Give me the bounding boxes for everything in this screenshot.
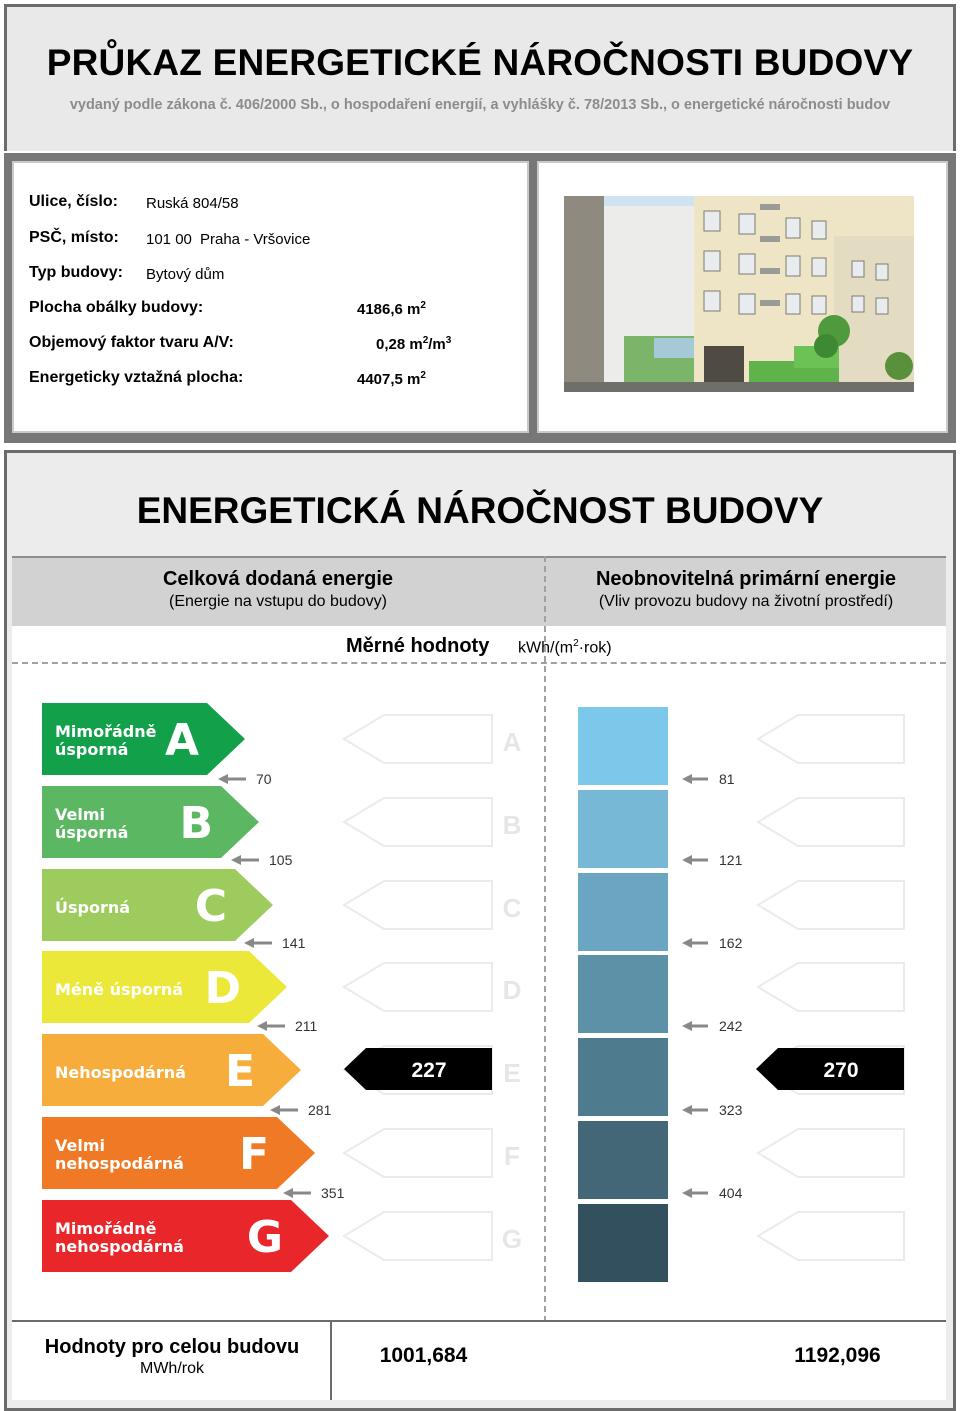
- shape-factor-label: Objemový faktor tvaru A/V:: [29, 334, 234, 351]
- city-value: Praha - Vršovice: [200, 231, 311, 248]
- primary-threshold-arrowhead: [682, 855, 692, 865]
- primary-outline-d: [758, 963, 904, 1011]
- class-a-letter: A: [164, 715, 199, 766]
- street-label: Ulice, číslo:: [29, 193, 118, 210]
- delivered-threshold-arrowhead: [270, 1105, 280, 1115]
- class-a-label: Mimořádně: [55, 722, 157, 741]
- primary-outline-c: [758, 881, 904, 929]
- class-d-letter: D: [204, 963, 241, 1014]
- city-label: PSČ, místo:: [29, 229, 119, 246]
- delivered-threshold-arrowhead: [218, 774, 228, 784]
- scale-letter-a: A: [502, 727, 522, 757]
- primary-bar-d: [578, 955, 668, 1033]
- primary-outline-a: [758, 715, 904, 763]
- class-g-letter: G: [246, 1212, 283, 1263]
- class-g-label-2: nehospodárná: [55, 1237, 184, 1256]
- primary-threshold-arrowhead: [682, 1188, 692, 1198]
- specific-values-label: Měrné hodnoty: [346, 635, 490, 657]
- reference-area-label: Energeticky vztažná plocha:: [29, 369, 244, 386]
- primary-threshold-arrowhead: [682, 1021, 692, 1031]
- primary-threshold-value: 162: [719, 935, 743, 951]
- delivered-energy-subtitle: (Energie na vstupu do budovy): [169, 593, 387, 610]
- delivered-threshold-value: 105: [269, 852, 293, 868]
- primary-threshold-arrowhead: [682, 1105, 692, 1115]
- class-b-label: Velmi: [55, 805, 105, 824]
- delivered-outline-c: [344, 881, 492, 929]
- delivered-outline-g: [344, 1212, 492, 1260]
- delivered-threshold-value: 211: [295, 1018, 318, 1034]
- building-type-value: Bytový dům: [146, 266, 225, 283]
- class-g-label: Mimořádně: [55, 1219, 157, 1238]
- energy-section-title: ENERGETICKÁ NÁROČNOST BUDOVY: [136, 490, 824, 531]
- primary-energy-value: 270: [823, 1059, 859, 1082]
- class-b-letter: B: [179, 798, 213, 849]
- scale-letter-d: D: [502, 975, 522, 1005]
- delivered-outline-f: [344, 1129, 492, 1177]
- class-f-letter: F: [238, 1129, 269, 1180]
- class-e-label: Nehospodárná: [55, 1063, 186, 1082]
- primary-bar-f: [578, 1121, 668, 1199]
- street-value: Ruská 804/58: [146, 195, 239, 212]
- primary-energy-subtitle: (Vliv provozu budovy na životní prostředí): [598, 593, 894, 610]
- delivered-threshold-value: 281: [308, 1102, 332, 1118]
- shape-factor-value: 0,28 $m^2/m^3$: [376, 335, 452, 353]
- delivered-threshold-arrowhead: [283, 1188, 293, 1198]
- class-f-label-2: nehospodárná: [55, 1154, 184, 1173]
- primary-bar-c: [578, 873, 668, 951]
- primary-threshold-value: 323: [719, 1102, 743, 1118]
- delivered-threshold-arrowhead: [231, 855, 241, 865]
- total-delivered-energy: 1001,684: [379, 1344, 468, 1367]
- totals-unit: MWh/rok: [140, 1360, 204, 1377]
- delivered-outline-b: [344, 798, 492, 846]
- reference-area-value: 4407,5 $m^2$: [357, 370, 426, 388]
- document-subtitle: vydaný podle zákona č. 406/2000 Sb., o hospodaření energií, a vyhlášky č. 78/2013 Sb., o energetické náročnosti budov: [69, 97, 891, 113]
- primary-outline-f: [758, 1129, 904, 1177]
- class-a-label-2: úsporná: [55, 740, 129, 759]
- delivered-energy-title: Celková dodaná energie: [162, 568, 394, 590]
- total-primary-energy: 1192,096: [794, 1344, 881, 1367]
- primary-bar-b: [578, 790, 668, 868]
- envelope-area-label: Plocha obálky budovy:: [29, 299, 204, 316]
- class-e-letter: E: [224, 1046, 255, 1097]
- primary-threshold-value: 242: [719, 1018, 743, 1034]
- units-label: kWh/$(m^2\cdot rok)$: [518, 638, 612, 657]
- primary-outline-g: [758, 1212, 904, 1260]
- class-f-label: Velmi: [55, 1136, 105, 1155]
- primary-threshold-value: 81: [719, 771, 735, 787]
- class-b-label-2: úsporná: [55, 823, 129, 842]
- primary-bar-g: [578, 1204, 668, 1282]
- primary-threshold-value: 121: [719, 852, 743, 868]
- class-c-letter: C: [194, 881, 227, 932]
- primary-energy-title: Neobnovitelná primární energie: [595, 568, 897, 590]
- delivered-outline-a: [344, 715, 492, 763]
- class-c-label: Úsporná: [55, 898, 131, 917]
- document-title: PRŮKAZ ENERGETICKÉ NÁROČNOSTI BUDOVY: [46, 42, 914, 83]
- primary-bar-a: [578, 707, 668, 785]
- delivered-threshold-arrowhead: [244, 938, 254, 948]
- scale-letter-g: G: [501, 1224, 523, 1254]
- delivered-threshold-value: 70: [256, 771, 272, 787]
- primary-threshold-value: 404: [719, 1185, 743, 1201]
- primary-threshold-arrowhead: [682, 938, 692, 948]
- primary-threshold-arrowhead: [682, 774, 692, 784]
- scale-letter-b: B: [502, 810, 522, 840]
- primary-outline-b: [758, 798, 904, 846]
- totals-label: Hodnoty pro celou budovu: [44, 1336, 300, 1358]
- scale-letter-e: E: [503, 1058, 521, 1088]
- column-divider: [544, 556, 546, 1322]
- envelope-area-value: 4186,6 $m^2$: [357, 300, 426, 318]
- primary-bar-e: [578, 1038, 668, 1116]
- delivered-threshold-value: 141: [282, 935, 306, 951]
- delivered-energy-value: 227: [411, 1059, 447, 1082]
- scale-letter-c: C: [502, 893, 522, 923]
- class-d-label: Méně úsporná: [55, 980, 184, 999]
- delivered-threshold-arrowhead: [257, 1021, 267, 1031]
- building-type-label: Typ budovy:: [29, 264, 123, 281]
- delivered-threshold-value: 351: [321, 1185, 345, 1201]
- delivered-outline-d: [344, 963, 492, 1011]
- zip-value: 101 00: [146, 231, 192, 248]
- scale-letter-f: F: [504, 1141, 520, 1171]
